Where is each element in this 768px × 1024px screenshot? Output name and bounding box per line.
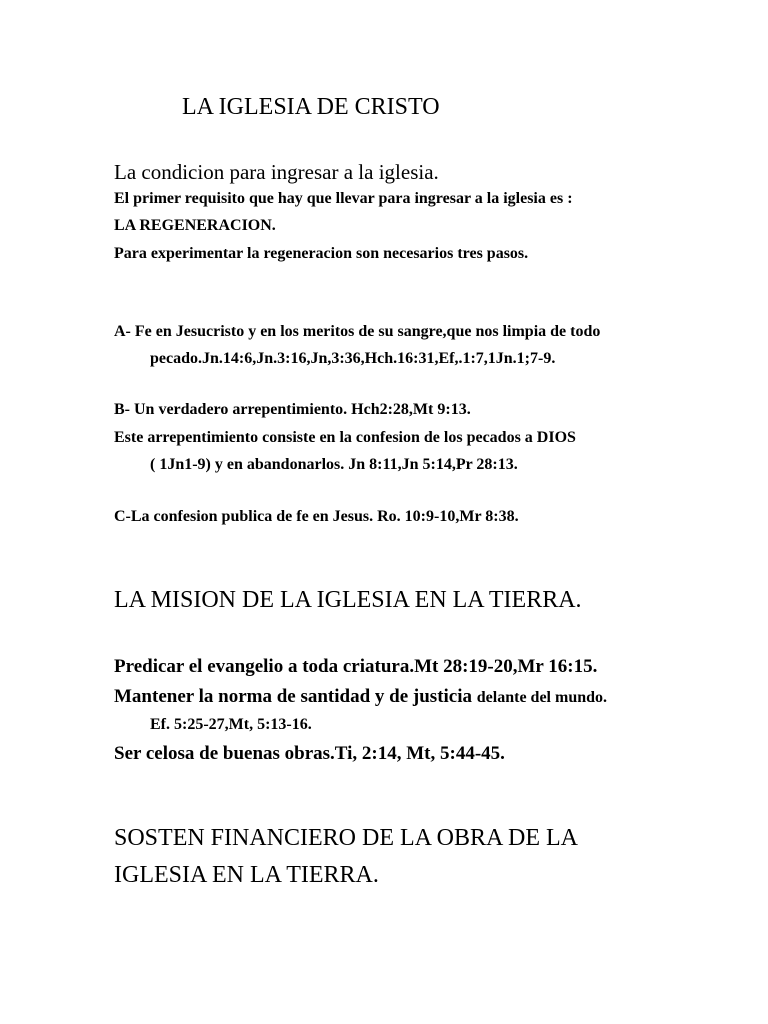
mission-item-holiness-tail: delante del mundo. <box>476 689 608 706</box>
mission-item-holiness-main: Mantener la norma de santidad y de justicia <box>114 686 473 707</box>
step-c-line: C-La confesion publica de fe en Jesus. Ro. 10:9-10,Mr 8:38. <box>114 508 519 525</box>
finance-heading-line2: IGLESIA EN LA TIERRA. <box>114 862 379 888</box>
mission-item-good-works: Ser celosa de buenas obras.Ti, 2:14, Mt, 5:44-45. <box>114 743 505 764</box>
step-a-references: pecado.Jn.14:6,Jn.3:16,Jn,3:36,Hch.16:31,Ef,.1:7,1Jn.1;7-9. <box>150 350 556 367</box>
page-title: LA IGLESIA DE CRISTO <box>182 94 440 120</box>
intro-line: Para experimentar la regeneracion son necesarios tres pasos. <box>114 245 529 262</box>
mission-item-holiness <box>114 686 607 708</box>
intro-line: LA REGENERACION. <box>114 217 276 234</box>
mission-item-holiness-references: Ef. 5:25-27,Mt, 5:13-16. <box>150 716 312 733</box>
step-a-line: A- Fe en Jesucristo y en los meritos de su sangre,que nos limpia de todo <box>114 323 601 340</box>
step-b-references: ( 1Jn1-9) y en abandonarlos. Jn 8:11,Jn 5:14,Pr 28:13. <box>150 456 518 473</box>
finance-heading-line1: SOSTEN FINANCIERO DE LA OBRA DE LA <box>114 825 579 851</box>
mission-heading: LA MISION DE LA IGLESIA EN LA TIERRA. <box>114 587 582 613</box>
step-b-explanation: Este arrepentimiento consiste en la confesion de los pecados a DIOS <box>114 429 576 446</box>
intro-line: El primer requisito que hay que llevar para ingresar a la iglesia es : <box>114 190 573 207</box>
condition-heading: La condicion para ingresar a la iglesia. <box>114 160 439 184</box>
step-b-line: B- Un verdadero arrepentimiento. Hch2:28,Mt 9:13. <box>114 401 471 418</box>
mission-item-preach: Predicar el evangelio a toda criatura.Mt 28:19-20,Mr 16:15. <box>114 656 598 677</box>
